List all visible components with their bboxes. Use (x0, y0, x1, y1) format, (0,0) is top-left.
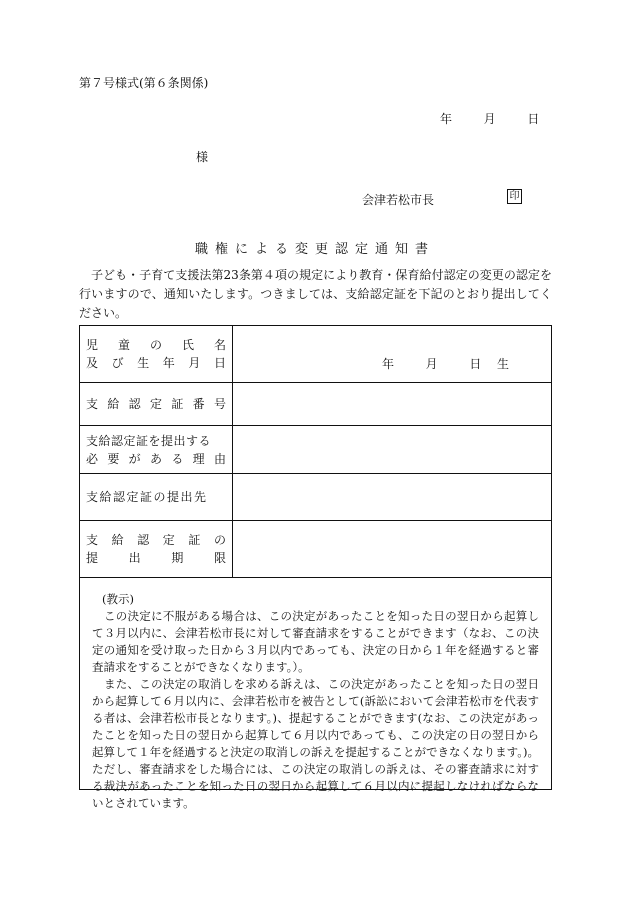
cert-label-char: 認 (128, 397, 141, 411)
reason-field (233, 426, 552, 474)
child-label-char: の (149, 338, 162, 352)
reason-label-line-1: 支給認定証を提出する (86, 433, 212, 448)
table-row (80, 474, 552, 521)
date-year: 年 (440, 112, 453, 126)
seal-mark: 印 (507, 189, 522, 204)
child-label-char: 名 (213, 338, 226, 352)
deadline-label-char: 限 (213, 551, 226, 565)
deadline-label-char: 給 (111, 533, 124, 547)
child-label-char: 月 (188, 356, 201, 370)
reason-label-char: 必 (86, 451, 99, 466)
cert-number-field (233, 383, 552, 426)
deadline-label-char: 提 (86, 551, 99, 565)
deadline-field (233, 521, 552, 578)
appeal-notice (79, 577, 552, 810)
child-label-char: 及 (86, 356, 99, 370)
cert-label-char: 給 (107, 397, 120, 411)
child-label-char: 童 (117, 338, 130, 352)
intro-text: 子ども・子育て支援法第23条第４項の規定により教育・保育給付認定の変更の認定を行いますので、通知いたします。つきましては、支給認定証を下記のとおり提出してください。 (79, 268, 552, 320)
addressee-suffix: 様 (196, 150, 209, 164)
child-label-char: 生 (137, 356, 150, 370)
table-row (80, 521, 552, 578)
cert-label-char: 定 (149, 397, 162, 411)
deadline-label-char: 期 (171, 551, 184, 565)
birth-year: 年 (381, 356, 394, 371)
reason-label (80, 426, 233, 474)
destination-label-line: 支給認定証の提出先 (86, 490, 208, 504)
cert-label-char: 号 (213, 397, 226, 411)
cert-label-char: 支 (86, 397, 99, 411)
destination-field (233, 474, 552, 521)
child-label-char: 氏 (181, 338, 194, 352)
deadline-label-char: 認 (137, 533, 150, 547)
reason-label-char: る (171, 451, 184, 466)
issuer-name: 会津若松市長 (362, 193, 435, 207)
child-label-char: 児 (86, 338, 99, 352)
birth-month: 月 (425, 356, 438, 371)
notice-heading: (教示) (102, 592, 134, 606)
issue-date (440, 110, 539, 127)
deadline-label-char: 証 (188, 533, 201, 547)
notice-table (79, 325, 552, 578)
deadline-label-char: の (213, 533, 226, 547)
notice-paragraph-1: この決定に不服がある場合は、この決定があったことを知った日の翌日から起算して３月以内に、会津若松市長に対して審査請求をすることができます（なお、この決定の通知を受け取った日から３月以内であっても、決定の日から１年を経過すると審査請求をすることができなくなります。）。 (92, 609, 539, 674)
cert-label-char: 証 (171, 397, 184, 411)
document-title: 職権による変更認定通知書 (194, 242, 435, 257)
child-name-label (80, 326, 233, 383)
reason-label-char: が (128, 451, 141, 466)
date-day: 日 (527, 112, 540, 126)
child-label-char: び (111, 356, 124, 370)
table-row (80, 326, 552, 383)
child-label-char: 年 (162, 356, 175, 370)
table-row (80, 383, 552, 426)
birth-suffix: 生 (496, 356, 509, 371)
reason-label-char: 由 (213, 451, 226, 466)
form-number: 第７号様式(第６条関係) (79, 76, 209, 90)
deadline-label-char: 出 (128, 551, 141, 565)
birth-day: 日 (469, 356, 482, 371)
child-label-char: 日 (213, 356, 226, 370)
date-month: 月 (483, 112, 496, 126)
notice-paragraph-2: また、この決定の取消しを求める訴えは、この決定があったことを知った日の翌日から起算して６月以内に、会津若松市を被告として(訴訟において会津若松市を代表する者は、会津若松市長となります。)、提起することができます(なお、この決定があったことを知った日の翌日から起算して６月以内であっても、この決定の日の翌日から起算して１年を経過すると決定の取消しの訴えを提起することができなくなります。)。ただし、審査請求をした場合には、この決定の取消しの訴えは、その審査請求に対する裁決があったことを知った日の翌日から起算して６月以内に提起しなければならないとされています。 (92, 677, 539, 810)
reason-label-char: 理 (192, 451, 205, 466)
cert-label-char: 番 (192, 397, 205, 411)
child-birth-field (233, 326, 552, 383)
deadline-label-char: 定 (162, 533, 175, 547)
deadline-label (80, 521, 233, 578)
destination-label (80, 474, 233, 521)
reason-label-char: 要 (107, 451, 120, 466)
cert-number-label (80, 383, 233, 426)
reason-label-char: あ (149, 451, 162, 466)
deadline-label-char: 支 (86, 533, 99, 547)
table-row (80, 426, 552, 474)
